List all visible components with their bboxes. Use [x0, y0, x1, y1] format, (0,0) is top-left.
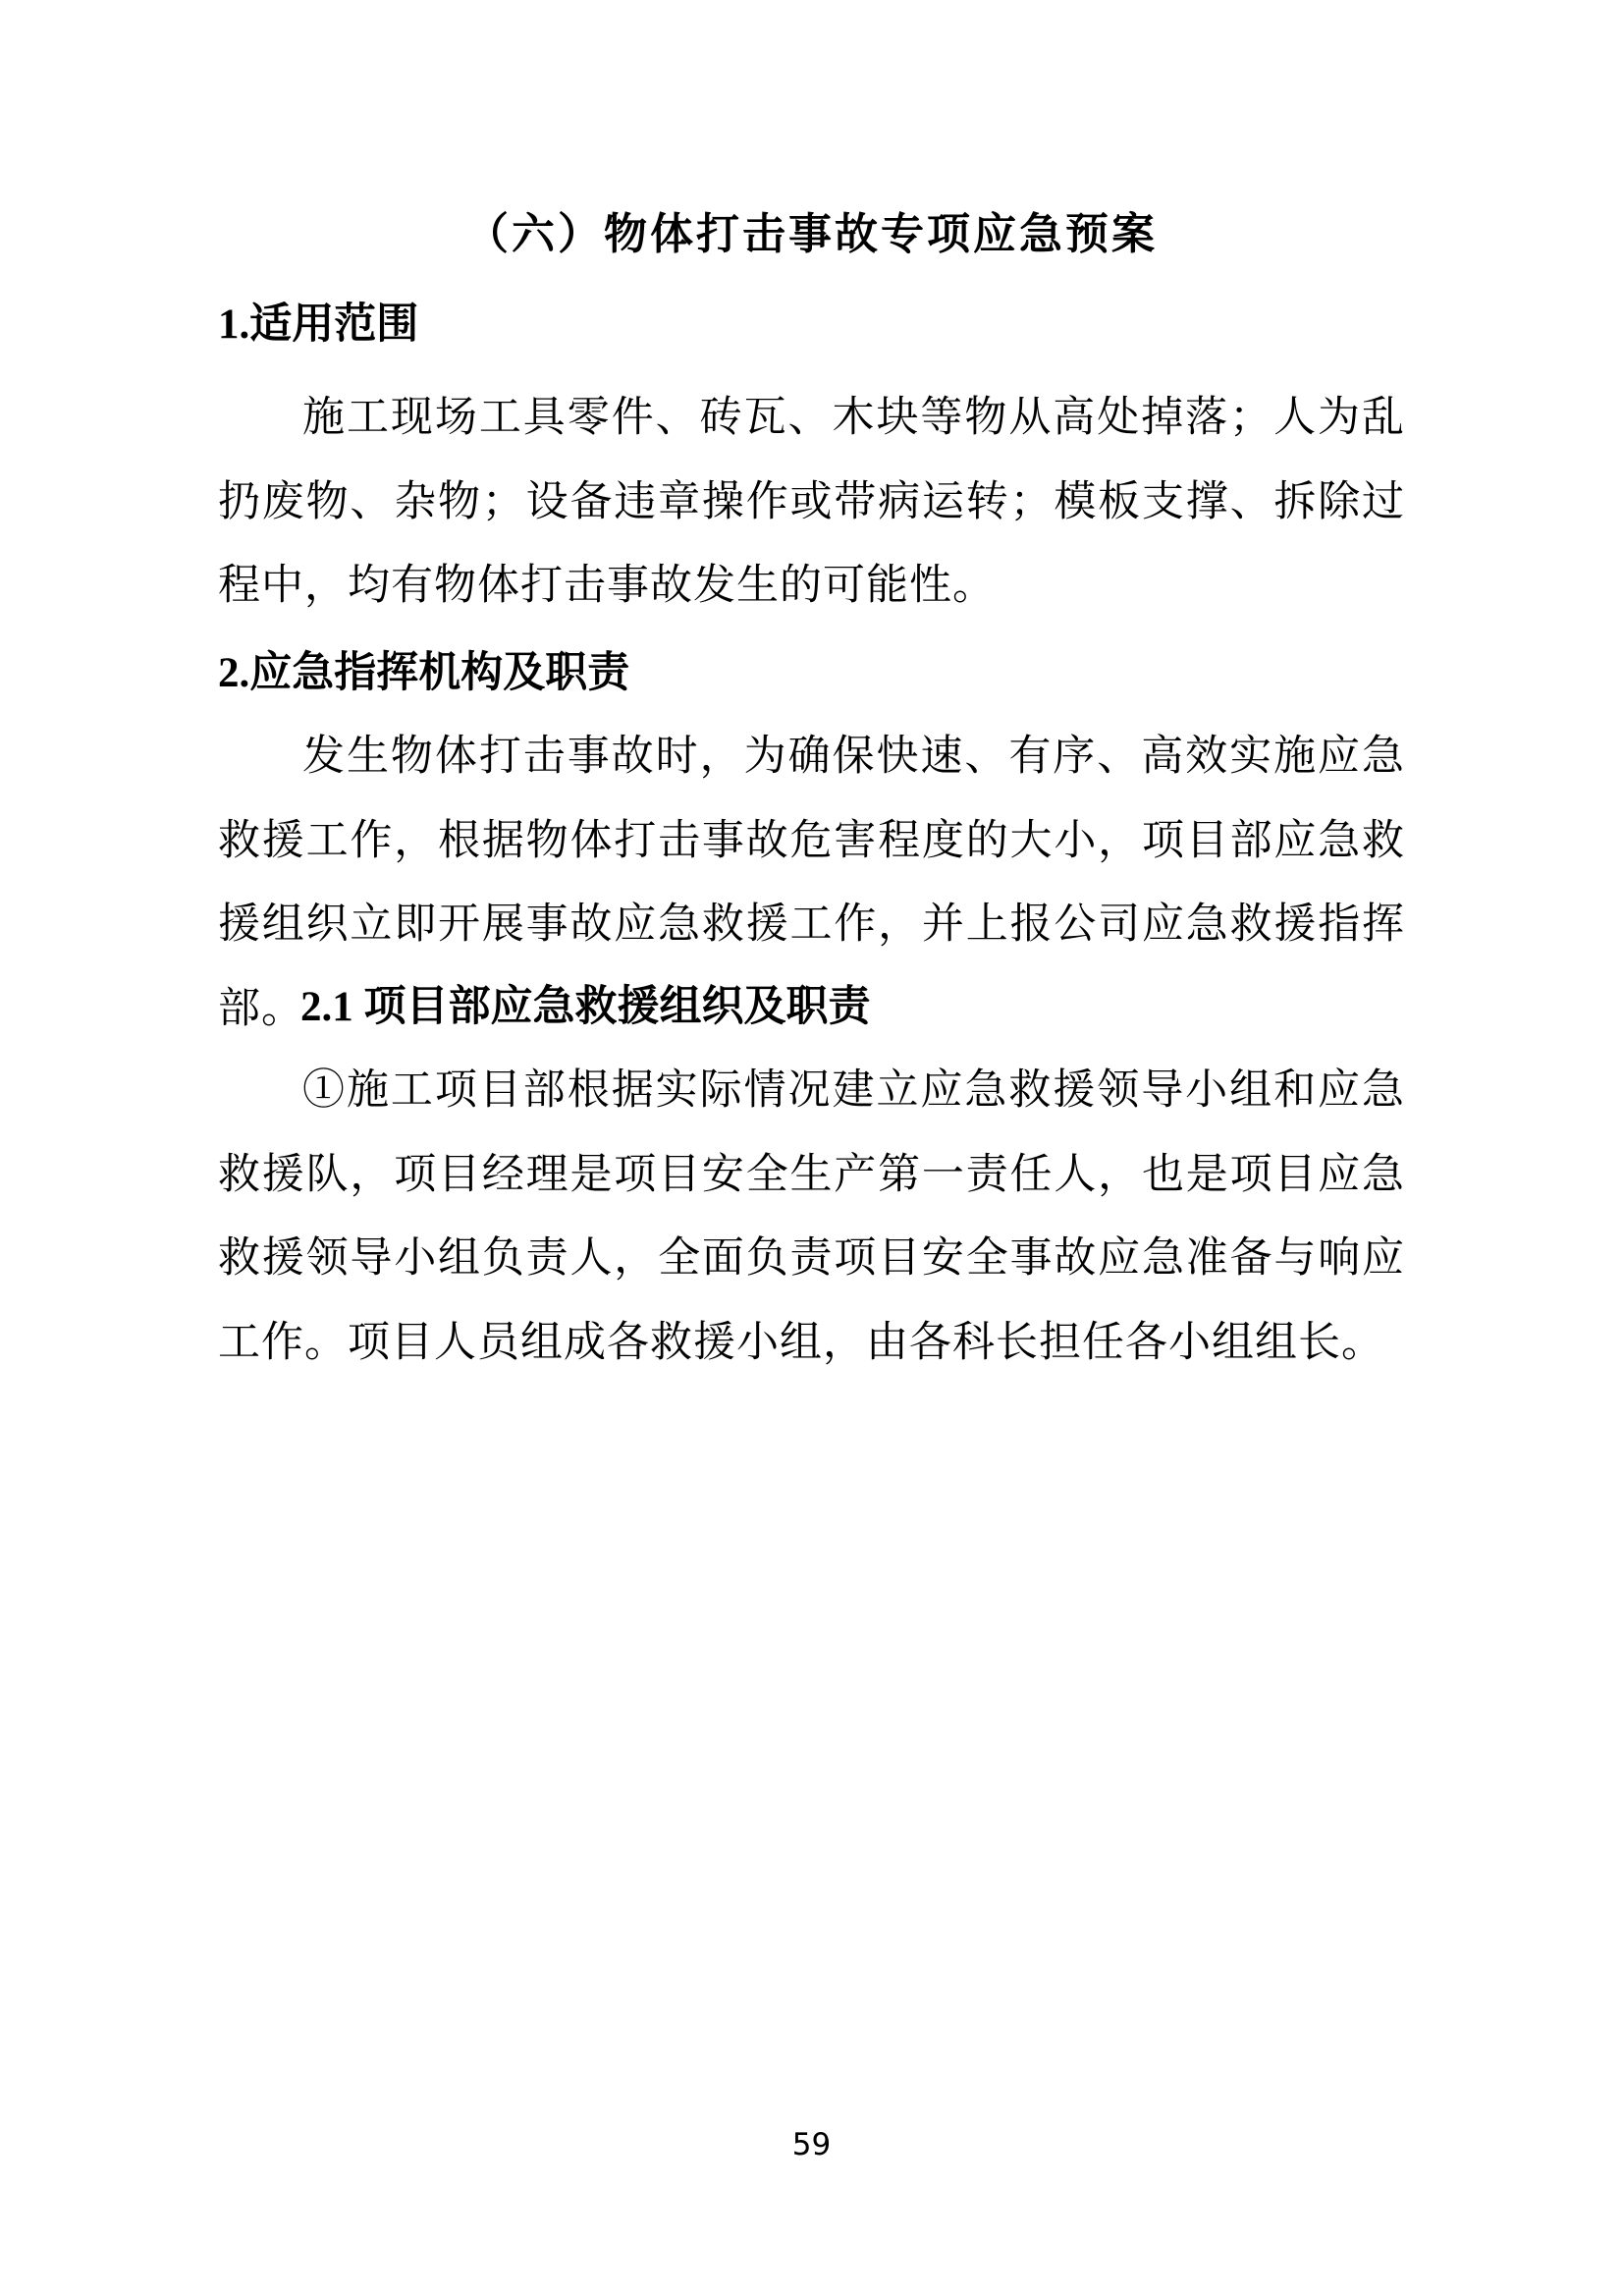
page-number: 59 [791, 2127, 832, 2162]
section-1-heading: 1.适用范围 [218, 301, 419, 348]
subsection-2-1-heading: 2.1 项目部应急救援组织及职责 [300, 984, 871, 1030]
section-2-paragraph: 发生物体打击事故时，为确保快速、有序、高效实施应急救援工作，根据物体打击事故危害程度的大小，项目部应急救援组织立即开展事故应急救援工作，并上报公司应急救援指挥部。 [218, 734, 1405, 1032]
section-2-heading: 2.应急指挥机构及职责 [218, 650, 630, 696]
document-title: （六）物体打击事故专项应急预案 [465, 210, 1158, 258]
section-1-paragraph: 施工现场工具零件、砖瓦、木块等物从高处掉落；人为乱扔废物、杂物；设备违章操作或带病运转；模板支撑、拆除过程中，均有物体打击事故发生的可能性。 [218, 395, 1405, 609]
subsection-2-1-paragraph: ①施工项目部根据实际情况建立应急救援领导小组和应急救援队，项目经理是项目安全生产第一责任人，也是项目应急救援领导小组负责人，全面负责项目安全事故应急准备与响应工作。项目人员组成各救援小组，由各科长担任各小组组长。 [218, 1067, 1405, 1366]
